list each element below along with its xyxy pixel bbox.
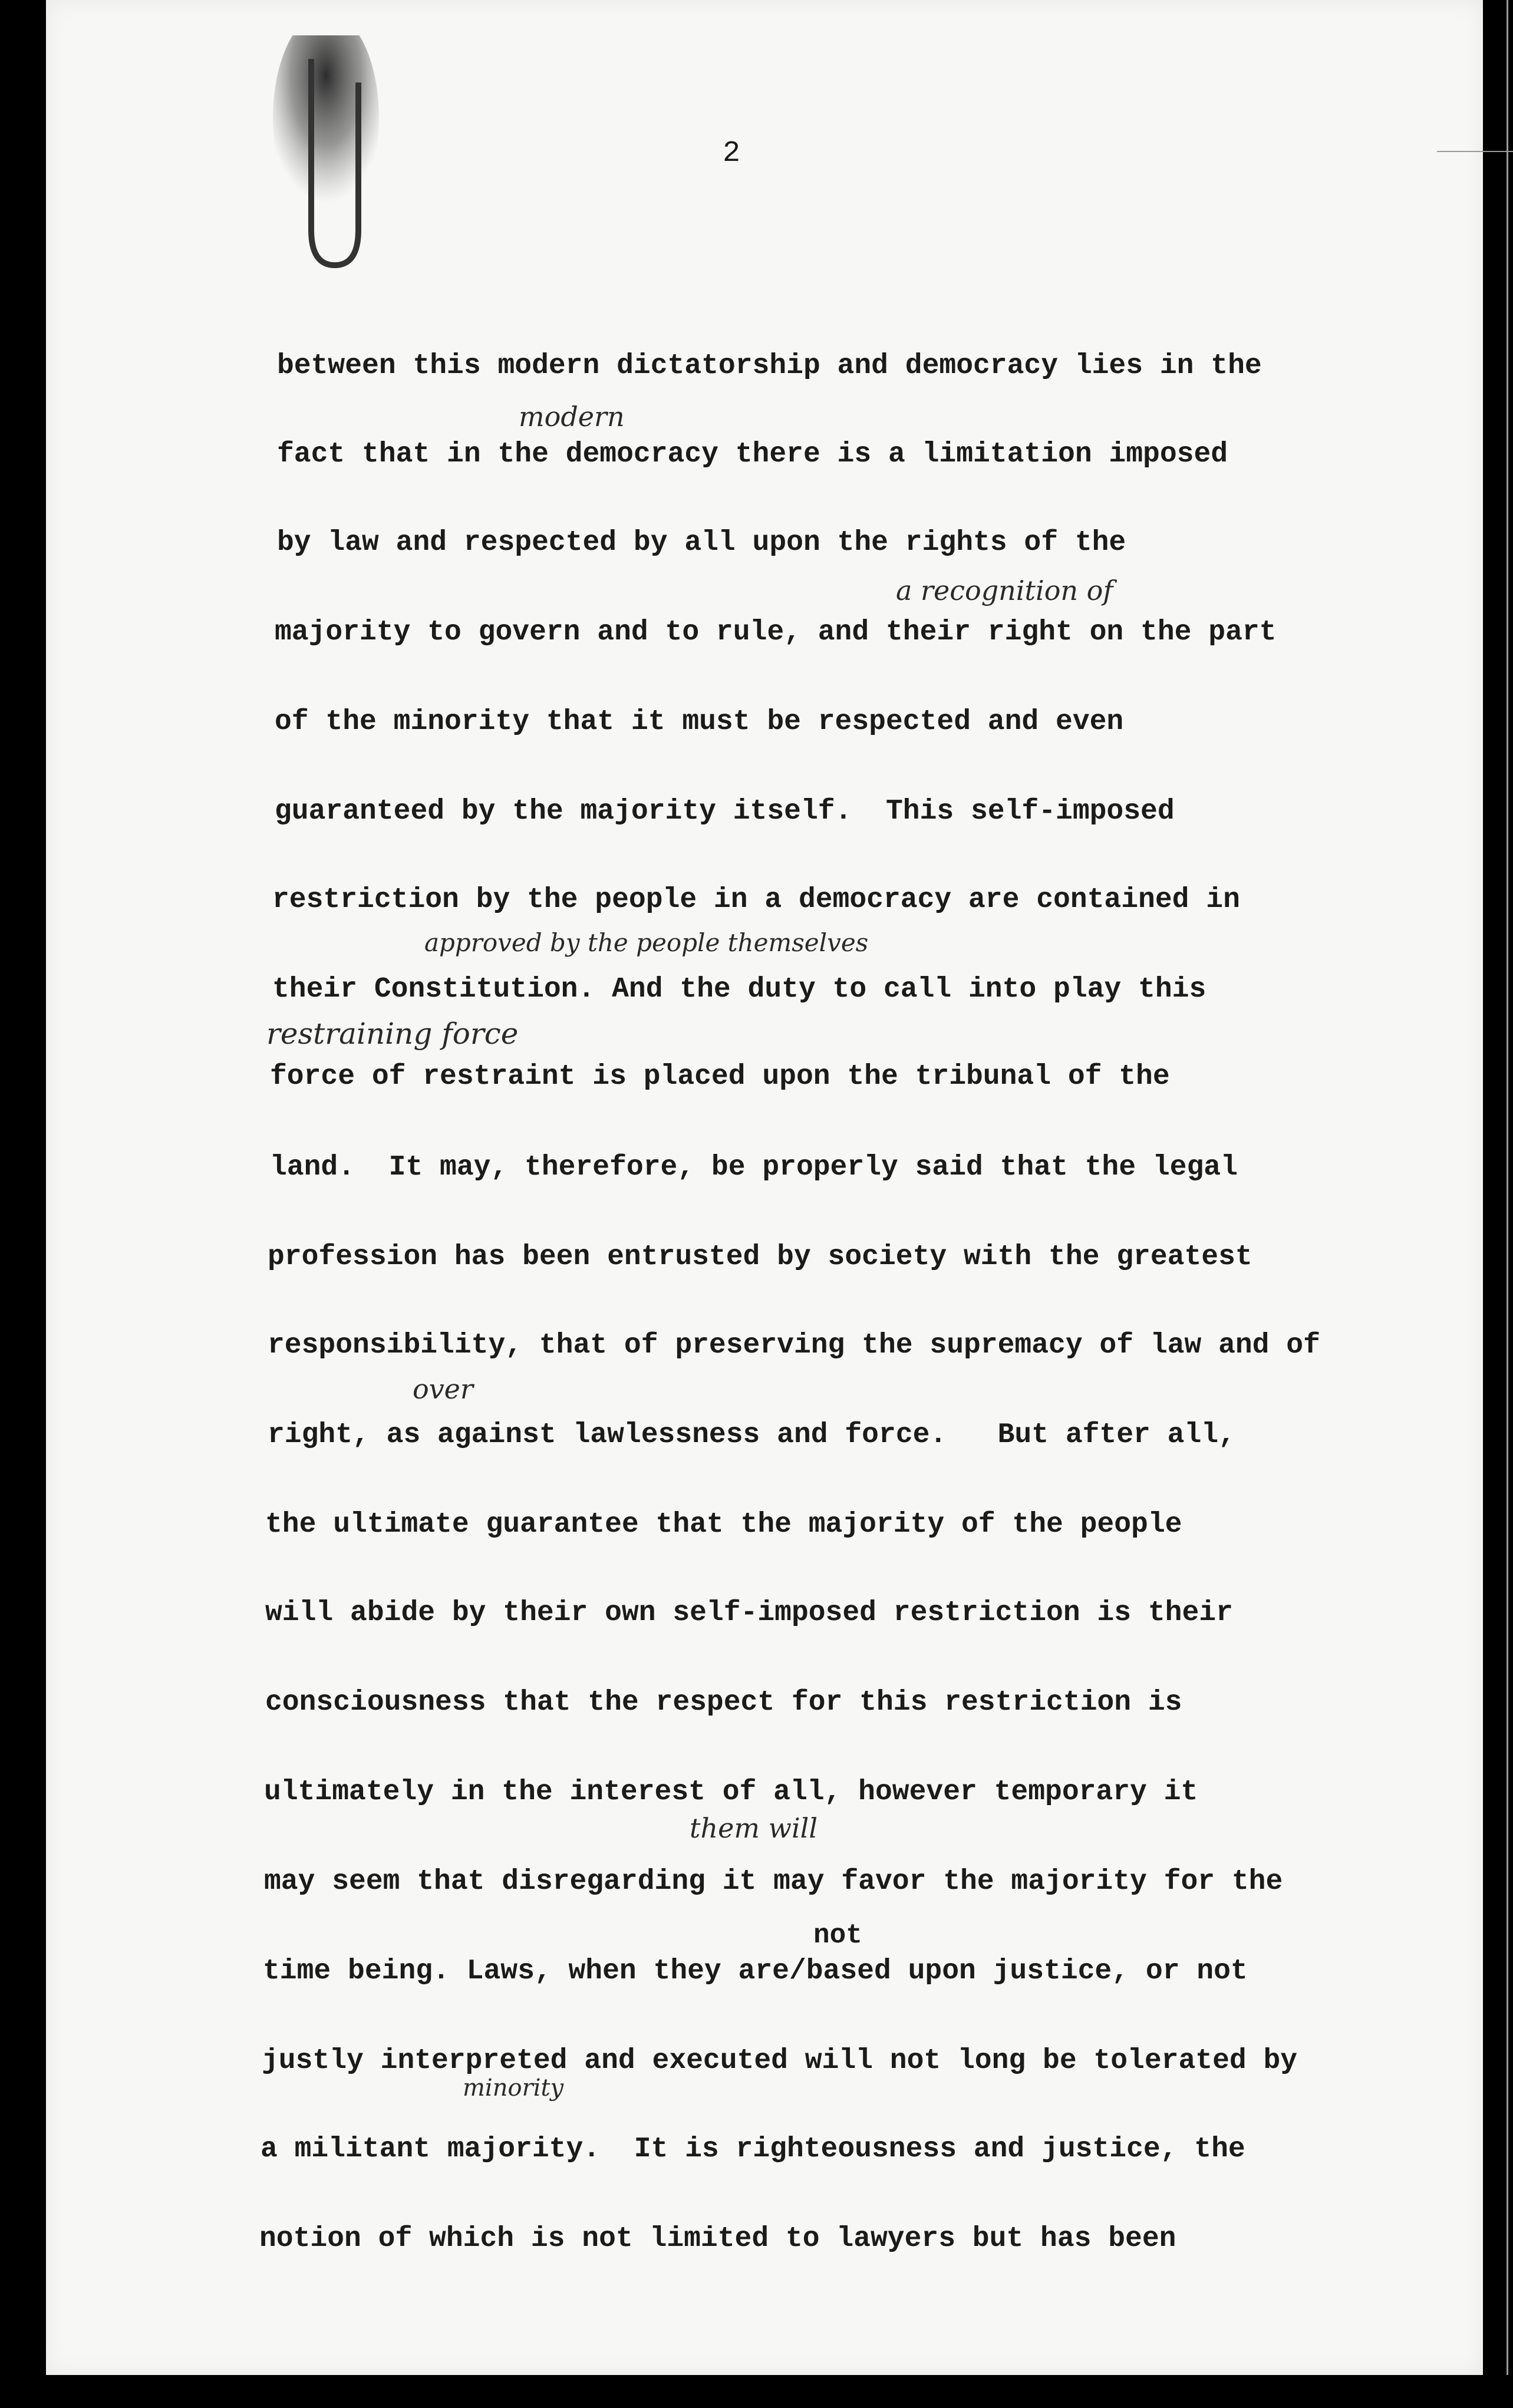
annotation-minority: minority <box>463 2074 564 2102</box>
text-line-17: ultimately in the interest of all, however temporary it <box>264 1776 1198 1808</box>
annotation-approved-by-the-people: approved by the people themselves <box>424 928 869 957</box>
text-line-4: majority to govern and to rule, and their right on the part <box>275 616 1277 648</box>
annotation-restraining-force: restraining force <box>266 1017 519 1051</box>
text-line-12: responsibility, that of preserving the supremacy of law and of <box>268 1330 1320 1361</box>
text-line-2: fact that in the democracy there is a limitation imposed <box>277 438 1228 470</box>
text-line-14: the ultimate guarantee that the majority of the people <box>265 1509 1182 1541</box>
text-line-19: time being. Laws, when they are/based upon justice, or not <box>263 1955 1248 1987</box>
typed-insert-not: not <box>813 1920 862 1951</box>
text-line-5: of the minority that it must be respected and even <box>275 706 1124 738</box>
text-line-8: their Constitution. And the duty to call into play this <box>272 974 1207 1005</box>
text-line-16: consciousness that the respect for this restriction is <box>265 1687 1182 1718</box>
fold-line <box>1437 151 1513 152</box>
text-line-3: by law and respected by all upon the rights of the <box>277 527 1126 559</box>
annotation-them-will: them will <box>690 1812 818 1844</box>
text-line-10: land. It may, therefore, be properly said that the legal <box>270 1152 1238 1183</box>
text-line-21: a militant majority. It is righteousness and justice, the <box>261 2133 1245 2165</box>
text-line-18: may seem that disregarding it may favor the majority for the <box>264 1866 1283 1898</box>
annotation-over: over <box>413 1373 473 1405</box>
page-number: 2 <box>723 137 741 170</box>
text-line-20: justly interpreted and executed will not long be tolerated by <box>262 2045 1298 2077</box>
annotation-modern: modern <box>519 401 625 433</box>
page-edge-line <box>1507 0 1508 2375</box>
text-line-22: notion of which is not limited to lawyers but has been <box>259 2223 1176 2255</box>
paperclip-smudge <box>270 35 388 283</box>
text-line-13: right, as against lawlessness and force. But after all, <box>268 1419 1235 1451</box>
text-line-7: restriction by the people in a democracy are contained in <box>272 884 1240 916</box>
annotation-a-recognition-of: a recognition of <box>896 575 1113 606</box>
text-line-6: guaranteed by the majority itself. This self-imposed <box>275 796 1175 827</box>
text-line-11: profession has been entrusted by society with the greatest <box>268 1241 1252 1273</box>
text-line-15: will abide by their own self-imposed restriction is their <box>265 1597 1233 1629</box>
text-line-9: force of restraint is placed upon the tribunal of the <box>270 1061 1170 1093</box>
text-line-1: between this modern dictatorship and democracy lies in the <box>277 350 1262 382</box>
